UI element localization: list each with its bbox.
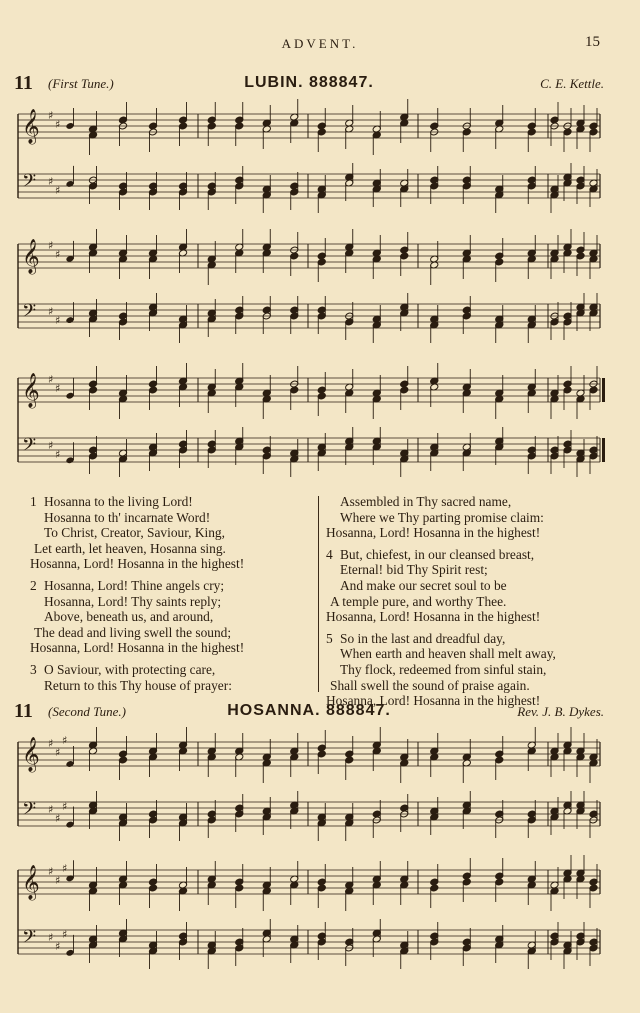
bass-clef-icon: 𝄢 (22, 927, 37, 952)
sharp-icon: ♯ (55, 746, 61, 759)
music-notation (0, 724, 640, 854)
verse-line: Hosanna, Lord! Hosanna in the highest! (30, 640, 245, 656)
running-head: ADVENT. (281, 36, 359, 51)
tune-order: (Second Tune.) (48, 704, 126, 719)
verse-line: Above, beneath us, and around, (44, 609, 214, 625)
treble-clef-icon: 𝄞 (22, 109, 40, 144)
hymn-header-second-tune (14, 700, 604, 722)
sharp-icon: ♯ (62, 862, 68, 875)
verse-line: Eternal! bid Thy Spirit rest; (340, 562, 488, 578)
bass-clef-icon: 𝄢 (22, 435, 37, 460)
treble-clef-icon: 𝄞 (22, 373, 40, 408)
verse-line-text: Hosanna to the living Lord! (44, 494, 193, 509)
sharp-icon: ♯ (48, 931, 54, 944)
verse-line: Return to this Thy house of prayer: (44, 677, 232, 693)
sharp-icon: ♯ (62, 734, 68, 747)
verse-line: Where we Thy parting promise claim: (340, 509, 544, 525)
verse-line: Hosanna, Lord! Hosanna in the highest! (326, 693, 541, 709)
verse-line: A temple pure, and worthy Thee. (330, 593, 507, 609)
sharp-icon: ♯ (48, 305, 54, 318)
treble-clef-icon: 𝄞 (22, 865, 40, 900)
sharp-icon: ♯ (48, 439, 54, 452)
stanza-number: 5 (326, 630, 333, 646)
verse-line: The dead and living swell the sound; (34, 624, 232, 640)
verse-line (30, 494, 310, 510)
stanza (30, 662, 310, 693)
verse-line (326, 547, 606, 563)
stanza-number: 2 (30, 577, 37, 593)
verse-line: To Christ, Creator, Saviour, King, (44, 525, 225, 541)
sharp-icon: ♯ (48, 373, 54, 386)
sharp-icon: ♯ (55, 874, 61, 887)
verse-line-text: Hosanna, Lord! Thine angels cry; (44, 577, 225, 593)
sharp-icon: ♯ (55, 118, 61, 131)
music-system-1 (0, 96, 640, 226)
sharp-icon: ♯ (48, 803, 54, 816)
bass-clef-icon: 𝄢 (22, 171, 37, 196)
verse-line: Hosanna, Lord! Hosanna in the highest! (326, 525, 541, 541)
sharp-icon: ♯ (62, 800, 68, 813)
stanza-number: 1 (30, 494, 37, 509)
sharp-icon: ♯ (48, 239, 54, 252)
verse-line: And make our secret soul to be (340, 577, 507, 593)
hymn-verses (0, 494, 640, 709)
stanza (326, 631, 606, 709)
verse-line: When earth and heaven shall melt away, (340, 646, 556, 662)
sharp-icon: ♯ (55, 940, 61, 953)
bass-clef-icon: 𝄢 (22, 799, 37, 824)
music-system-4 (0, 724, 640, 854)
treble-clef-icon: 𝄞 (22, 239, 40, 274)
verse-line: Hosanna to th' incarnate Word! (44, 509, 211, 525)
stanza (30, 578, 310, 656)
hymn-number: 11 (14, 700, 33, 722)
verses-right-column (326, 494, 606, 715)
music-notation (0, 360, 640, 490)
verse-line: Hosanna, Lord! Hosanna in the highest! (30, 556, 245, 572)
sharp-icon: ♯ (55, 248, 61, 261)
sharp-icon: ♯ (48, 737, 54, 750)
tune-order: (First Tune.) (48, 76, 114, 91)
verse-line (326, 631, 606, 647)
hymn-header-first-tune (14, 72, 604, 94)
verse-line (30, 578, 310, 594)
composer: Rev. J. B. Dykes. (517, 704, 604, 719)
music-system-5 (0, 852, 640, 992)
stanza (326, 494, 606, 541)
stanza-number: 4 (326, 546, 333, 562)
verses-left-column (30, 494, 310, 699)
hymn-number: 11 (14, 72, 33, 94)
sharp-icon: ♯ (48, 109, 54, 122)
tune-name: LUBIN. 888847. (244, 74, 374, 91)
composer: C. E. Kettle. (540, 76, 604, 91)
sharp-icon: ♯ (55, 184, 61, 197)
stanza (326, 547, 606, 625)
verse-line: Hosanna, Lord! Thy saints reply; (44, 593, 222, 609)
verse-line: Thy flock, redeemed from sinful stain, (340, 661, 547, 677)
bass-clef-icon: 𝄢 (22, 301, 37, 326)
music-system-3 (0, 360, 640, 490)
page-number: 15 (585, 34, 600, 50)
sharp-icon: ♯ (55, 314, 61, 327)
sharp-icon: ♯ (48, 175, 54, 188)
verse-line-text: But, chiefest, in our cleansed breast, (340, 546, 535, 562)
tune-name: HOSANNA. 888847. (227, 702, 391, 719)
verse-line (326, 494, 606, 510)
sharp-icon: ♯ (55, 382, 61, 395)
verse-line: Hosanna, Lord! Hosanna in the highest! (326, 609, 541, 625)
sharp-icon: ♯ (62, 928, 68, 941)
verse-line-text: Assembled in Thy sacred name, (340, 494, 512, 509)
stanza-number: 3 (30, 661, 37, 677)
sharp-icon: ♯ (55, 448, 61, 461)
column-divider (318, 496, 319, 692)
stanza (30, 494, 310, 572)
music-notation (0, 852, 640, 992)
sharp-icon: ♯ (48, 865, 54, 878)
music-notation (0, 96, 640, 226)
treble-clef-icon: 𝄞 (22, 737, 40, 772)
verse-line-text: So in the last and dreadful day, (340, 630, 506, 646)
sharp-icon: ♯ (55, 812, 61, 825)
verse-line (30, 662, 310, 678)
verse-line: Let earth, let heaven, Hosanna sing. (34, 540, 226, 556)
verse-line: Shall swell the sound of praise again. (330, 677, 530, 693)
verse-line-text: O Saviour, with protecting care, (44, 661, 216, 677)
music-system-2 (0, 226, 640, 356)
music-notation (0, 226, 640, 356)
